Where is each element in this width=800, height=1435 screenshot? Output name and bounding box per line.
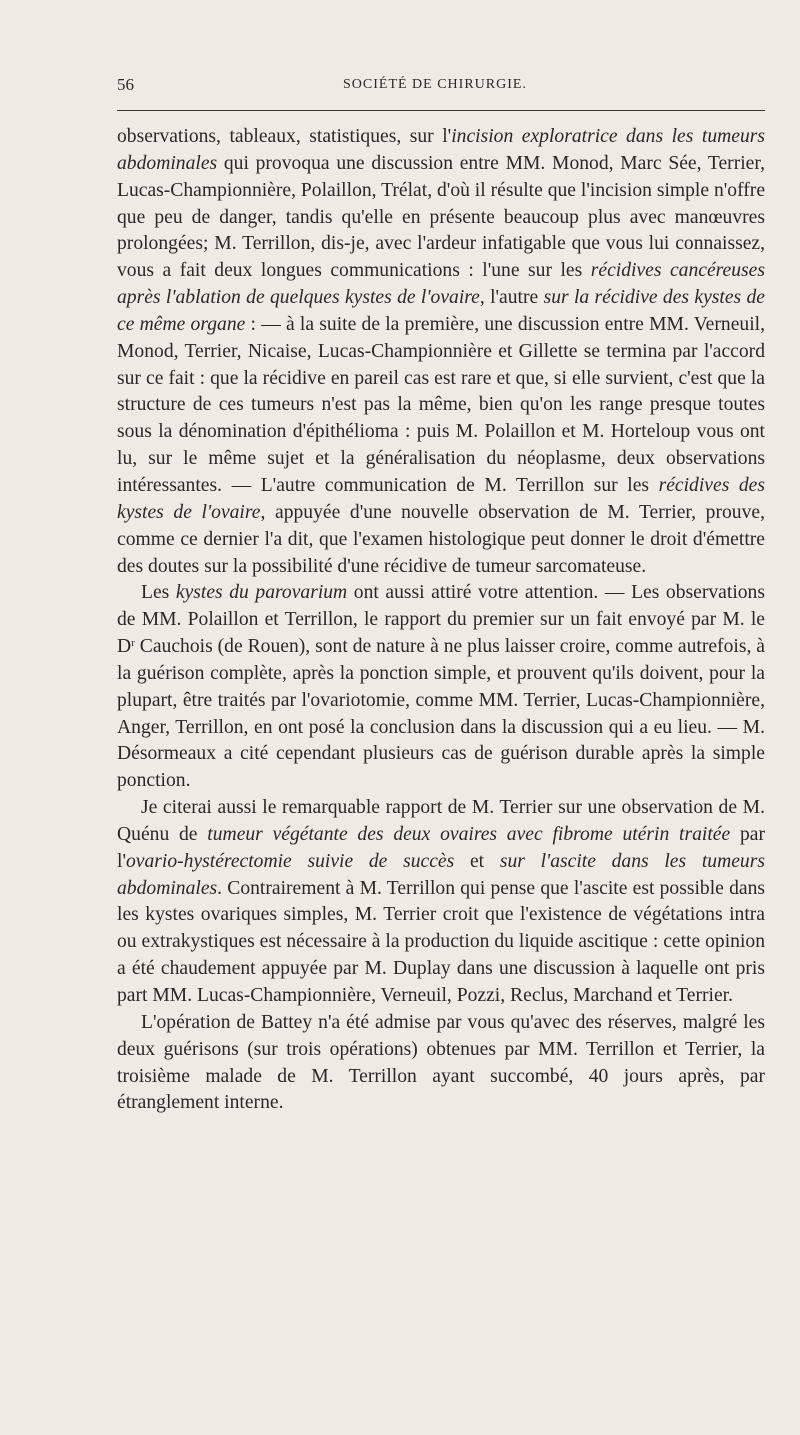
text-run: Cauchois (de Rouen), sont de nature à ne plus laisser croire, comme autrefois, à la guérison complète, après la ponction simple, et prouvent qu'ils doivent, pour la plupart, être traités par l'ovariotomie, comme MM. Terrier, Lucas-Championnière, Anger, Terrillon, en ont posé la conclusion dans la discussion qui a eu lieu. — M. Désormeaux a cité cependant plusieurs cas de guérison durable après la simple ponction. — [117, 636, 765, 792]
text-run: par l' — [117, 823, 765, 872]
italic-run: récidives cancéreuses après l'ablation de quelques kystes de l'ovaire — [117, 260, 765, 309]
header-rule — [117, 110, 765, 111]
paragraph-3 — [117, 795, 765, 1010]
paragraph-1 — [117, 124, 765, 580]
text-run: L'opération de Battey n'a été admise par vous qu'avec des réserves, malgré les deux guérisons (sur trois opérations) obtenues par MM. Terrillon et Terrier, la troisième malade de M. Terrillon ayant succombé, 40 jours après, par étranglement interne. — [117, 1011, 765, 1114]
running-head: SOCIÉTÉ DE CHIRURGIE. — [343, 77, 527, 92]
italic-run: ovario-hystérectomie suivie de succès — [125, 850, 455, 872]
italic-run: récidives des kystes de l'ovaire — [117, 474, 765, 523]
paragraph-2 — [117, 580, 765, 795]
text-run: , appuyée d'une nouvelle observation de M. Terrier, prouve, comme ce dernier l'a dit, que l'examen histologique peut donner le droit d'émettre des doutes sur la possibilité d'une récidive de tumeur sarcomateuse. — [117, 501, 765, 577]
page-header — [117, 75, 765, 99]
italic-run: incision exploratrice dans les tumeurs abdominales — [117, 126, 766, 174]
italic-run: tumeur végétante des deux ovaires avec fibrome utérin traitée — [207, 823, 731, 845]
text-run: Les — [141, 582, 176, 604]
paragraph-4 — [117, 1010, 765, 1117]
text-run: observations, tableaux, statistiques, sur l' — [117, 126, 452, 147]
text-run: Je citerai aussi le remarquable rapport de M. Terrier sur une observation de M. Quénu de — [117, 797, 765, 845]
text-run: : — à la suite de la première, une discussion entre MM. Verneuil, Monod, Terrier, Nicaise, Lucas-Championnière et Gillette se termina par l'accord sur ce fait : que la récidive en pareil cas est rare et que, si elle survient, c'est que la structure de ces tumeurs n'est pas la même, bien qu'on les range presque toutes sous la dénomination d'épithélioma : puis M. Polaillon et M. Horteloup vous ont lu, sur le même sujet et la généralisation du néoplasme, deux observations intéressantes. — L'autre communication de M. Terrillon sur les — [117, 313, 765, 496]
text-run: , l'autre — [479, 287, 544, 309]
superscript: r — [131, 637, 135, 650]
text-run: ont aussi attiré votre attention. — Les observations de MM. Polaillon et Terrillon, le rapport du premier sur un fait envoyé par M. le D — [117, 582, 765, 658]
page-number: 56 — [117, 75, 134, 94]
italic-run: sur l'ascite dans les tumeurs abdominales — [117, 850, 765, 899]
italic-run: sur la récidive des kystes de ce même organe — [117, 287, 765, 335]
text-run: . Contrairement à M. Terrillon qui pense que l'ascite est possible dans les kystes ovariques simples, M. Terrier croit que l'existence de végétations intra ou extrakystiques est nécessaire à la production du liquide ascitique : cette opinion a été chaudement appuyée par M. Duplay dans une discussion à laquelle ont pris part MM. Lucas-Championnière, Verneuil, Pozzi, Reclus, Marchand et Terrier. — [117, 877, 765, 1006]
text-run: qui provoqua une discussion entre MM. Monod, Marc Sée, Terrier, Lucas-Championnière, Polaillon, Trélat, d'où il résulte que l'incision simple n'offre que peu de danger, tandis qu'elle en présente beaucoup plus avec manœuvres prolongées; M. Terrillon, dis-je, avec l'ardeur infatigable que vous lui connaissez, vous a fait deux longues communications : l'une sur les — [117, 152, 766, 282]
body-text — [117, 124, 765, 1117]
text-run: et — [454, 850, 500, 872]
italic-run: kystes du parovarium — [175, 582, 348, 604]
